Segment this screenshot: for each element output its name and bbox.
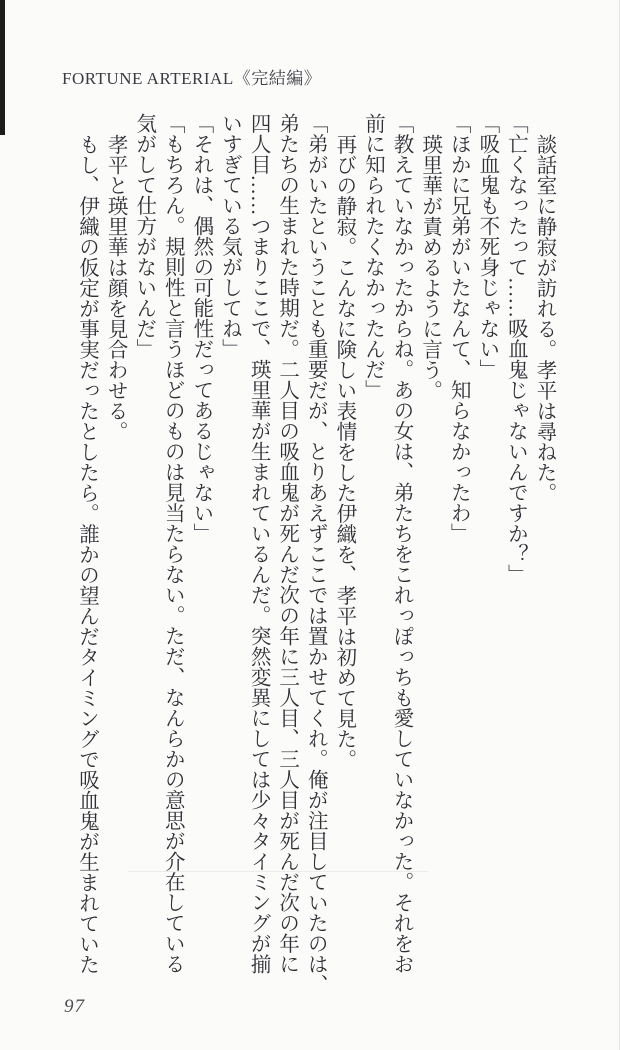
text-line: 気がして仕方がないんだ」	[132, 113, 155, 359]
text-line: 弟たちの生まれた時期だ。二人目の吸血鬼が死んだ次の年に三人目、三人目が死んだ次の年に	[275, 113, 298, 974]
text-line: もし、伊織の仮定が事実だったとしたら。誰かの望んだタイミングで吸血鬼が生まれていた	[75, 133, 98, 974]
text-line: 孝平と瑛里華は顔を見合わせる。	[104, 133, 127, 441]
text-line: 前に知られたくなかったんだ」	[361, 113, 384, 400]
text-line: 再びの静寂。こんなに険しい表情をした伊織を、孝平は初めて見た。	[332, 133, 355, 769]
text-block	[58, 113, 558, 1018]
text-line: 談話室に静寂が訪れる。孝平は尋ねた。	[533, 133, 555, 503]
text-line: 「もちろん。規則性と言うほどのものは見当たらない。ただ、なんらかの意思が介在している	[161, 113, 184, 974]
text-line: 「教えていなかったからね。あの女は、弟たちをこれっぽっちも愛していなかった。それをお	[390, 113, 413, 974]
text-line: 「ほかに兄弟がいたなんて、知らなかったわ」	[447, 113, 470, 544]
text-line: 「吸血鬼も不死身じゃない」	[475, 113, 498, 380]
scan-artifact-left-edge	[0, 0, 5, 135]
text-line: 瑛里華が責めるように言う。	[418, 133, 441, 400]
text-line: 「それは、偶然の可能性だってあるじゃない」	[189, 113, 212, 544]
text-line: 「亡くなったって……吸血鬼じゃないんですか？」	[504, 113, 527, 585]
text-line: 「弟がいたということも重要だが、とりあえずここでは置かせてくれ。俺が注目していたのは、	[304, 113, 327, 995]
text-line: 四人目……つまりここで、瑛里華が生まれているんだ。突然変異にしては少々タイミングが揃	[247, 113, 270, 974]
running-header: FORTUNE ARTERIAL《完結編》	[62, 69, 322, 88]
text-line: いすぎている気がしてね」	[218, 113, 241, 359]
page-number: 97	[64, 996, 85, 1017]
